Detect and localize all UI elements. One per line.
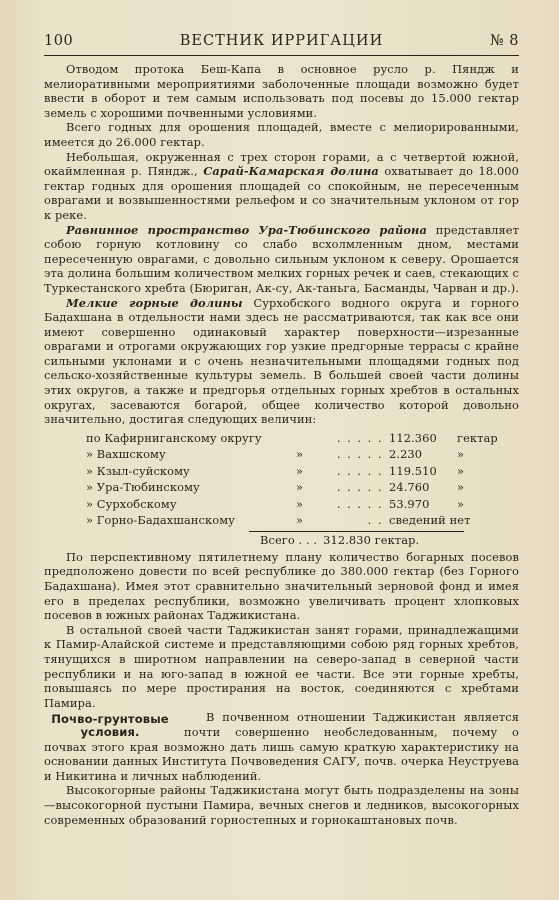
header-rule	[44, 55, 519, 56]
table-cell-value: 2.230	[389, 447, 423, 462]
paragraph-3-start: Небольшая, окруженная с трех сторон горами, а с четвертой южной, окаймленная р. Пяндж.,	[44, 149, 519, 179]
table-row	[44, 496, 519, 513]
table-cell-district: » Кзыл-суйскому	[86, 463, 190, 478]
table-cell-district: » Горно-Бадахшанскому	[86, 513, 235, 528]
table-cell-ditto: »	[296, 463, 304, 478]
table-cell-district: » Вахшскому	[86, 447, 166, 462]
page-header	[44, 33, 519, 55]
paragraph-7: В остальной своей части Таджикистан занят горами, принадлежащими к Памир-Алайской системе и представляющими собою ряд горных хребтов, тянущихся в широтном направлении на северо-запад в северной части республики и на юго-запад в южной ее части. Все эти горные хребты, повышаясь по мере простирания на восток, соединяются с хребтами Памира.	[44, 622, 519, 710]
table-cell-value: 53.970	[389, 496, 430, 511]
issue-number: № 8	[489, 33, 519, 49]
table-cell-leader: . . . . .	[336, 447, 383, 462]
table-cell-leader: . . . . .	[336, 463, 383, 478]
table-cell-value: 119.510	[389, 463, 437, 478]
table-cell-value: 24.760	[389, 480, 430, 495]
bogara-table	[44, 430, 519, 549]
table-cell-unit: »	[457, 496, 465, 511]
table-cell-leader: . . . . .	[336, 496, 383, 511]
paragraph-5-end: Сурхобского водного округа и горного Бадахшана в отдельности нами здесь не рассматриваются, так как все они имеют совершенно одинаковый характер поверхности—изрезанные оврагами и отрогами окружающих гор узкие предгорные террасы с крайне сильными уклонами и с очень незначительными площадями годных под сельско-хозяйственные культуры земель. В большей своей части долины этих округов, а также и предгорья отдельных горных хребтов в остальных округах, засеваются богарой, общее количество которой довольно значительно, достигая следующих величин:	[44, 295, 519, 427]
paragraph-8: В почвенном отношении Таджикистан является почти совершенно необследованным, почему о почвах этого края возможно дать лишь самую краткую характеристику на основании данных Института Почвоведения САГУ, почв. очерка Неуструева и Никитина и личных наблюдений.	[44, 710, 519, 783]
table-cell-leader: . . . . .	[336, 430, 383, 445]
table-cell-value: 112.360	[389, 430, 437, 445]
table-cell-unit: »	[457, 447, 465, 462]
table-cell-ditto: »	[296, 447, 304, 462]
soil-section	[44, 710, 519, 783]
table-cell-value: сведений нет	[389, 513, 471, 528]
table-cell-leader: . . . . .	[336, 480, 383, 495]
table-cell-ditto: »	[296, 480, 304, 495]
paragraph-4-emphasis: Равнинное пространство Ура-Тюбинского района	[66, 222, 427, 237]
table-total-row	[44, 532, 519, 549]
table-cell-unit: »	[457, 463, 465, 478]
table-row	[44, 446, 519, 463]
table-row	[44, 512, 519, 529]
page-number: 100	[44, 33, 74, 49]
paragraph-4-end: представляет собою горную котловину со слабо всхолмленным дном, местами пересеченную оврагами, с довольно сильным уклоном к северу. Орошается эта долина большим количеством мелких горных речек и саев, стекающих с Туркестанского хребта (Бюриган, Ак-су, Ак-таньга, Басманды, Чарван и др.).	[44, 222, 519, 295]
paragraph-5	[44, 296, 519, 427]
total-value: 312.830 гектар.	[323, 533, 420, 548]
paragraph-4	[44, 223, 519, 296]
table-cell-unit: гектар	[457, 430, 498, 445]
paragraph-1: Отводом протока Беш-Капа в основное русло р. Пяндж и мелиоративными мероприятиями заболоченные площади возможно будет ввести в оборот и тем самым использовать под посевы до 15.000 гектар земель с хорошими почвенными условиями.	[44, 62, 519, 120]
paragraph-3-emphasis: Сарай-Камарская долина	[203, 164, 379, 179]
paragraph-2: Всего годных для орошения площадей, вместе с мелиорированными, имеется до 26.000 гектар.	[44, 120, 519, 149]
side-heading: Почво-грунтовые условия.	[51, 712, 169, 740]
journal-title: ВЕСТНИК ИРРИГАЦИИ	[179, 33, 384, 49]
table-row	[44, 463, 519, 480]
table-cell-district: » Ура-Тюбинскому	[86, 480, 200, 495]
table-cell-ditto: »	[296, 513, 304, 528]
paragraph-3	[44, 150, 519, 223]
table-row	[44, 479, 519, 496]
table-cell-ditto: »	[296, 496, 304, 511]
table-row	[44, 430, 519, 447]
paragraph-5-emphasis: Мелкие горные долины	[66, 295, 243, 310]
table-cell-unit: »	[457, 480, 465, 495]
total-label: Всего . . .	[260, 533, 318, 548]
paragraph-9: Высокогорные районы Таджикистана могут быть подразделены на зоны—высокогорной пустыни Памира, вечных снегов и ледников, высокогорных современных образований горностепных и горнокаштановых почв.	[44, 783, 519, 827]
article-body	[44, 62, 519, 827]
paragraph-3-end: охватывает до 18.000 гектар годных для орошения площадей со спокойным, не пересеченным оврагами и возвышенностями рельефом и со значительным уклоном от гор к реке.	[44, 164, 519, 222]
table-cell-district: по Кафирниганскому округу	[86, 430, 262, 445]
table-cell-district: » Сурхобскому	[86, 496, 177, 511]
table-cell-leader: . .	[367, 513, 383, 528]
paragraph-6: По перспективному пятилетнему плану количество богарных посевов предположено довести по всей республике до 380.000 гектар (без Горного Бадахшана). Имея этот сравнительно значительный зерновой фонд и имея его в пределах республики, возможно увеличивать процент хлопковых посевов в южных районах Таджикистана.	[44, 549, 519, 623]
